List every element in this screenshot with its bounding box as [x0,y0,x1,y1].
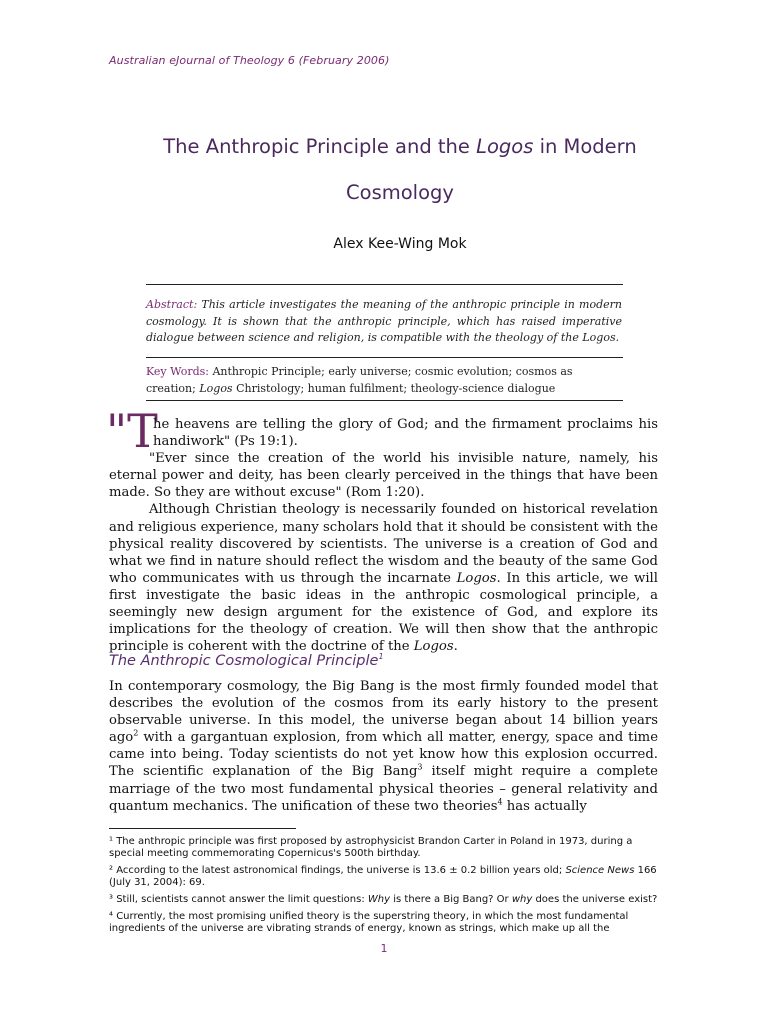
intro-body [109,416,658,655]
footnote-ref-4: 4 [497,797,503,807]
abstract-top-rule [146,284,623,285]
intro-paragraph-2: "Ever since the creation of the world his invisible nature, namely, his eternal power and deity, has been clearly perceived in the things that have been made. So they are without excuse" (Rom 1:20). [109,451,658,501]
footnote-3-why-1: Why [367,894,391,905]
article-title [100,124,700,216]
journal-header: Australian eJournal of Theology 6 (February 2006) [109,54,390,67]
footnote-2-text-a: ² According to the latest astronomical findings, the universe is 13.6 ± 0.2 billion years old; [109,865,566,876]
section-title: The Anthropic Cosmological Principle [109,652,379,669]
title-line-1 [100,124,700,170]
section-text-2: with a gargantuan explosion, from which all matter, energy, space and time came into being. Today scientists do not yet know how this explosion occurred. The scientific explanation of the Big Bang [109,730,658,780]
intro-p3-text-b: . In this article, we will first investigate the basic ideas in the anthropic cosmological principle, a seemingly new design argument for the existence of God, and explore its implications for the theology of creation. We will then show that the anthropic principle is coherent with the doctrine of the [109,570,658,655]
footnote-3-text-a: ³ Still, scientists cannot answer the limit questions: [109,894,368,905]
intro-paragraph-3 [109,501,658,655]
abstract-bottom-rule [146,357,623,358]
footnote-3-why-2: why [511,894,533,905]
section-paragraph [109,678,658,815]
intro-paragraph-1: he heavens are telling the glory of God; and the firmament proclaims his handiwork" (Ps 19:1). [153,417,658,450]
footnote-4: ⁴ Currently, the most promising unified theory is the superstring theory, in which the most fundamental ingredients of the universe are vibrating strands of energy, known as strings, which make up all the [109,911,629,934]
footnote-2-text-b: 166 (July 31, 2004): 69. [109,865,657,888]
drop-cap: "T [106,404,158,458]
section-body [109,678,658,815]
abstract [146,297,622,347]
footnote-2-journal: Science News [565,865,635,876]
intro-p3-logos-2: Logos [413,639,454,655]
section-heading [109,652,384,669]
section-footnote-ref: 1 [378,652,384,661]
footnote-2 [109,865,658,889]
title-logos: Logos [476,135,534,158]
footnote-3-text-b: is there a Big Bang? Or [390,894,512,905]
section-text-1: In contemporary cosmology, the Big Bang is the most firmly founded model that describes the evolution of the cosmos from its early history to the present observable universe. In this model, the universe began about 14 billion years ago [109,679,658,746]
title-line-2: Cosmology [346,181,454,204]
footnotes [109,836,658,940]
keywords-bottom-rule [146,400,623,401]
title-text-2: in Modern [533,135,637,158]
footnote-ref-2: 2 [133,728,139,738]
keywords-logos: Logos [199,381,233,395]
footnote-ref-3: 3 [417,763,423,773]
intro-p3-text-a: Although Christian theology is necessarily founded on historical revelation and religious experience, many scholars hold that it should be consistent with the physical reality discovered by scientists. The universe is a creation of God and what we find in nature should reflect the wisdom and the beauty of the same God who communicates with us through the incarnate [109,502,658,586]
keywords-label: Key Words: [146,365,209,378]
abstract-text: This article investigates the meaning of the anthropic principle in modern cosmology. It is shown that the anthropic principle, which has raised imperative dialogue between science and religion, is compatible with the theology of the Logos. [146,298,622,344]
keywords [146,364,622,397]
footnote-1: ¹ The anthropic principle was first proposed by astrophysicist Brandon Carter in Poland in 1973, during a special meeting commemorating Copernicus's 500th birthday. [109,836,633,859]
intro-p3-text-c: . [453,639,458,655]
footnote-3 [109,894,658,906]
keywords-text-2: Christology; human fulfilment; theology-science dialogue [232,381,556,395]
title-text: The Anthropic Principle and the [163,135,477,158]
section-text-3: itself might require a complete marriage of the two most fundamental physical theories – general relativity and quantum mechanics. The unification of these two theories [109,764,658,814]
author-name: Alex Kee-Wing Mok [333,236,467,252]
footnote-3-text-c: does the universe exist? [532,894,658,905]
abstract-label: Abstract: [146,298,198,311]
section-text-4: has actually [502,798,587,814]
footnote-rule [109,828,296,829]
intro-p3-logos: Logos [456,570,497,586]
keywords-text-1: Anthropic Principle; early universe; cosmic evolution; cosmos as creation; [146,365,573,395]
page-number: 1 [380,942,388,955]
